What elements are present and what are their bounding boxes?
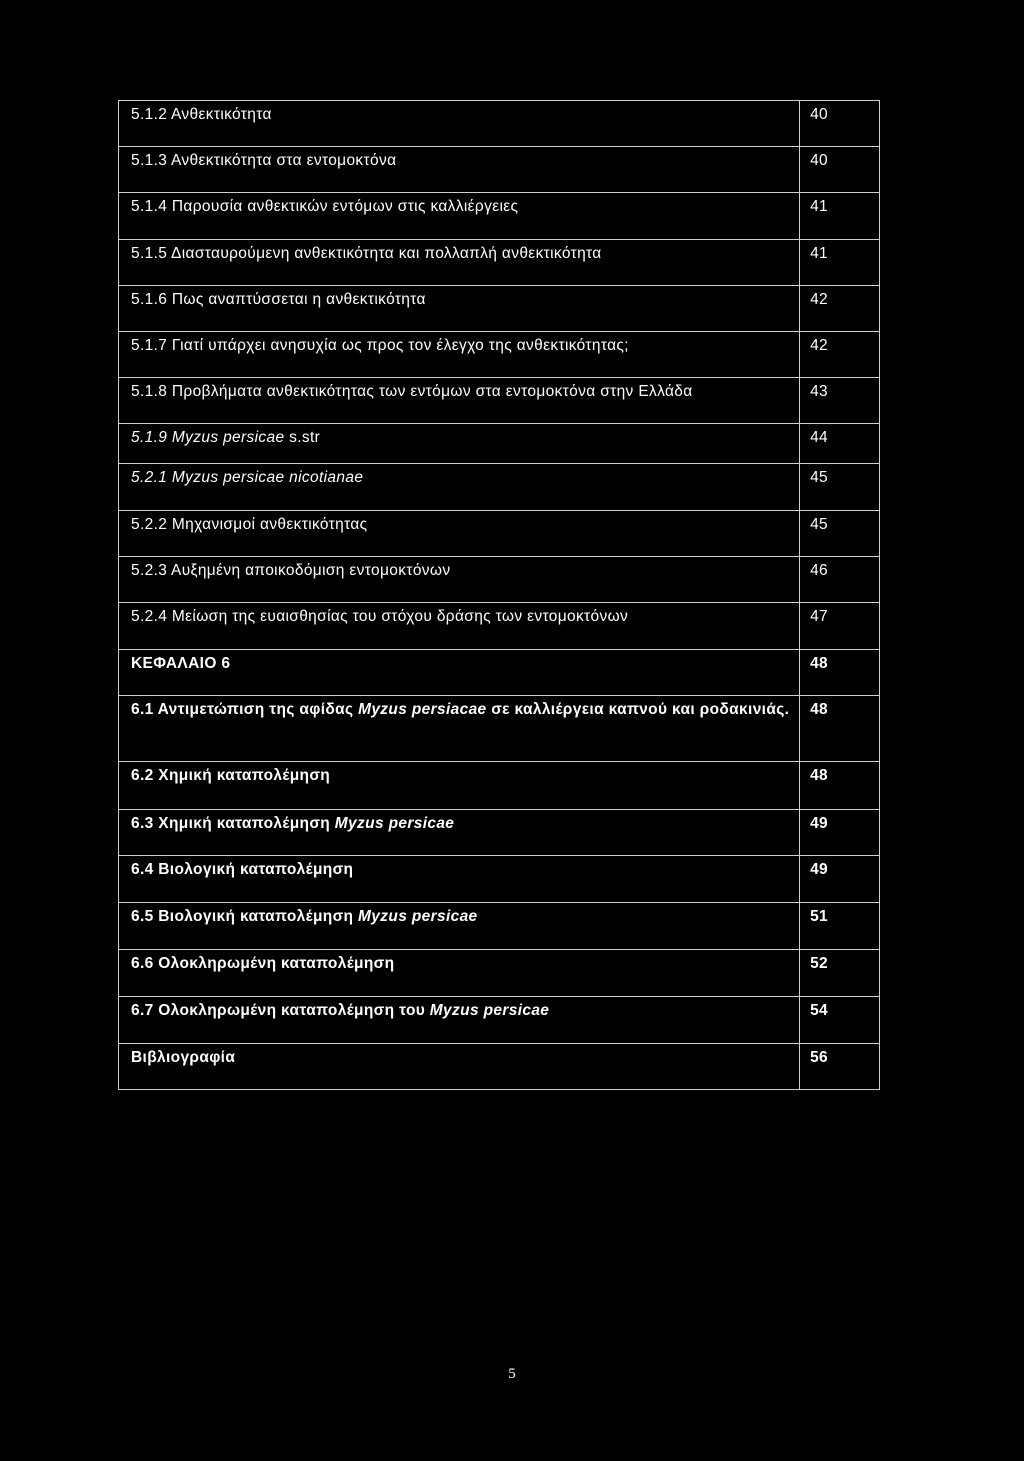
toc-entry-title [119, 286, 800, 332]
toc-entry-italic-text: Myzus persicae [358, 908, 478, 925]
toc-entry-page-number: 56 [800, 1044, 880, 1090]
toc-entry-text: 5.1.4 Παρουσία ανθεκτικών εντόμων στις καλλιέργειες [131, 198, 519, 215]
toc-entry-text: 6.1 Αντιμετώπιση της αφίδας [131, 701, 359, 718]
toc-entry-italic-text: Myzus persiacae [358, 701, 487, 718]
toc-entry-text: 5.1.3 Ανθεκτικότητα στα εντομοκτόνα [131, 152, 397, 169]
toc-entry-page-number: 48 [800, 650, 880, 696]
toc-entry-page-number: 54 [800, 997, 880, 1044]
toc-row [119, 557, 880, 603]
toc-entry-title [119, 950, 800, 997]
toc-entry-italic-text: Myzus persicae [429, 1002, 550, 1019]
toc-entry-page-number: 42 [800, 286, 880, 332]
toc-entry-text: 6.7 Ολοκληρωμένη καταπολέμηση του [131, 1002, 430, 1019]
toc-entry-title [119, 696, 800, 762]
toc-row [119, 903, 880, 950]
toc-row [119, 332, 880, 378]
toc-entry-page-number: 51 [800, 903, 880, 950]
toc-row [119, 193, 880, 240]
toc-entry-title [119, 147, 800, 193]
toc-row [119, 997, 880, 1044]
table-of-contents [118, 100, 880, 1090]
toc-entry-page-number: 46 [800, 557, 880, 603]
toc-entry-title [119, 101, 800, 147]
toc-row [119, 696, 880, 762]
toc-entry-page-number: 41 [800, 240, 880, 286]
toc-row [119, 856, 880, 903]
toc-entry-title [119, 997, 800, 1044]
toc-entry-page-number: 45 [800, 511, 880, 557]
toc-entry-text: s.str [284, 429, 321, 446]
toc-row [119, 650, 880, 696]
toc-entry-text: 6.4 Βιολογική καταπολέμηση [131, 861, 354, 878]
toc-entry-title [119, 557, 800, 603]
toc-entry-page-number: 52 [800, 950, 880, 997]
toc-entry-text: 5.1.2 Ανθεκτικότητα [131, 106, 272, 123]
toc-entry-title [119, 856, 800, 903]
toc-entry-page-number: 45 [800, 464, 880, 511]
toc-entry-title [119, 603, 800, 650]
footer-page-number: 5 [508, 1366, 516, 1382]
toc-entry-text: 5.1.8 Προβλήματα ανθεκτικότητας των εντόμων στα εντομοκτόνα στην Ελλάδα [131, 383, 693, 400]
toc-entry-page-number: 42 [800, 332, 880, 378]
toc-entry-text: 6.3 Χημική καταπολέμηση [131, 815, 335, 832]
toc-entry-page-number: 40 [800, 147, 880, 193]
toc-entry-title [119, 810, 800, 856]
toc-row [119, 240, 880, 286]
toc-entry-text: σε καλλιέργεια καπνού και ροδακινιάς. [486, 701, 790, 718]
toc-entry-page-number: 49 [800, 810, 880, 856]
toc-entry-title [119, 332, 800, 378]
toc-entry-title [119, 1044, 800, 1090]
toc-entry-title [119, 240, 800, 286]
toc-entry-text: 6.2 Χημική καταπολέμηση [131, 767, 331, 784]
toc-entry-text: 6.6 Ολοκληρωμένη καταπολέμηση [131, 955, 395, 972]
toc-entry-text: 5.2.4 Μείωση της ευαισθησίας του στόχου δράσης των εντομοκτόνων [131, 608, 629, 625]
toc-entry-title [119, 762, 800, 810]
toc-entry-page-number: 48 [800, 696, 880, 762]
toc-row [119, 286, 880, 332]
toc-entry-title [119, 903, 800, 950]
toc-entry-page-number: 49 [800, 856, 880, 903]
toc-entry-italic-text: 5.1.9 [131, 429, 172, 446]
toc-entry-title [119, 378, 800, 424]
toc-entry-page-number: 40 [800, 101, 880, 147]
toc-entry-italic-text: Myzus persicae nicotianae [171, 469, 364, 486]
toc-entry-text: 5.1.5 Διασταυρούμενη ανθεκτικότητα και πολλαπλή ανθεκτικότητα [131, 245, 602, 262]
toc-entry-title [119, 193, 800, 240]
toc-row [119, 101, 880, 147]
toc-entry-italic-text: Myzus persicae [334, 815, 455, 832]
toc-row [119, 378, 880, 424]
toc-entry-italic-text: Myzus persicae [171, 429, 285, 446]
toc-entry-text: Βιβλιογραφία [131, 1049, 236, 1066]
toc-row [119, 424, 880, 464]
toc-row [119, 810, 880, 856]
toc-row [119, 511, 880, 557]
toc-body [119, 101, 880, 1090]
toc-entry-italic-text: 5.2.1 [131, 469, 172, 486]
toc-row [119, 147, 880, 193]
toc-row [119, 1044, 880, 1090]
toc-entry-page-number: 44 [800, 424, 880, 464]
toc-row [119, 762, 880, 810]
toc-entry-text: 5.1.7 Γιατί υπάρχει ανησυχία ως προς τον έλεγχο της ανθεκτικότητας; [131, 337, 629, 354]
toc-entry-title [119, 511, 800, 557]
toc-row [119, 464, 880, 511]
toc-entry-text: 5.2.2 Μηχανισμοί ανθεκτικότητας [131, 516, 368, 533]
toc-row [119, 950, 880, 997]
toc-entry-text: 5.2.3 Αυξημένη αποικοδόμιση εντομοκτόνων [131, 562, 451, 579]
toc-entry-text: 6.5 Βιολογική καταπολέμηση [131, 908, 359, 925]
toc-entry-page-number: 43 [800, 378, 880, 424]
toc-row [119, 603, 880, 650]
toc-entry-page-number: 47 [800, 603, 880, 650]
toc-entry-page-number: 41 [800, 193, 880, 240]
toc-entry-title [119, 424, 800, 464]
toc-entry-text: 5.1.6 Πως αναπτύσσεται η ανθεκτικότητα [131, 291, 426, 308]
toc-entry-title [119, 464, 800, 511]
toc-entry-text: ΚΕΦΑΛΑΙΟ 6 [131, 655, 231, 672]
toc-entry-page-number: 48 [800, 762, 880, 810]
toc-entry-title [119, 650, 800, 696]
